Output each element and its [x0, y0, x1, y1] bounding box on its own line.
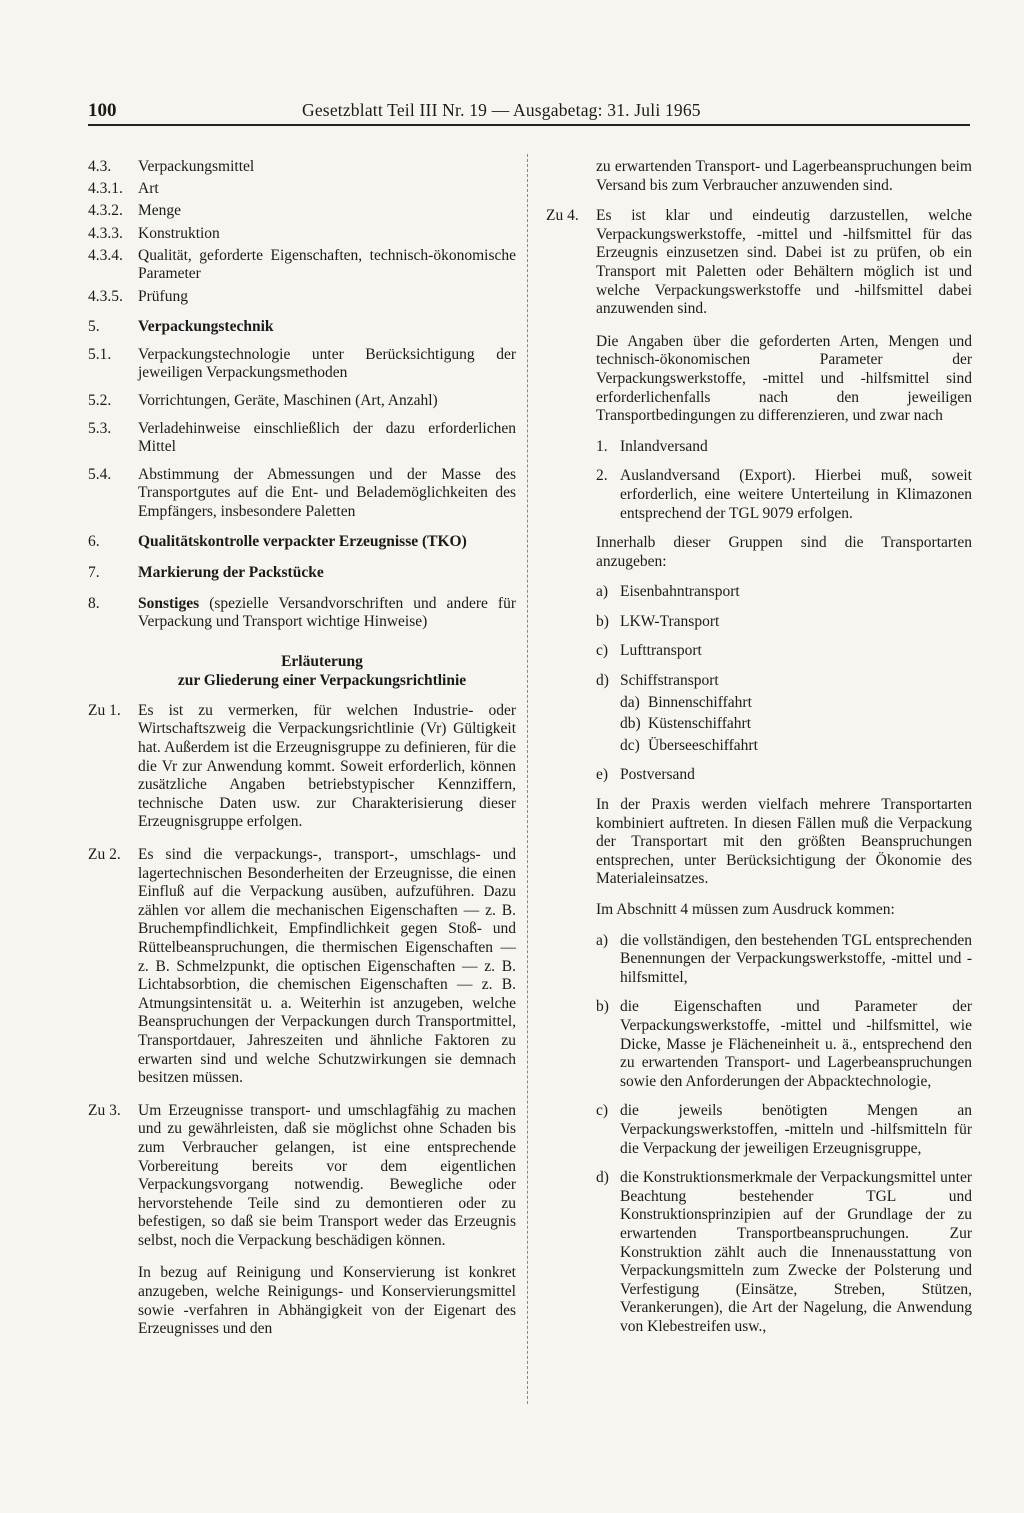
item-number: 4.3.4. [88, 246, 123, 264]
schiff-label: da) [620, 693, 640, 711]
zu-text: Es ist klar und eindeutig darzustellen, welche Verpackungswerkstoffe, -mittel und -hilfsmittel für das Erzeugnis einzusetzen sind. Dabei ist zu prüfen, ob ein Transport mit Paletten oder Behältern möglich ist und welche Verpackungswerkstoffe und -hilfsmittel dabei anzuwenden sind. [596, 207, 972, 318]
list-item [88, 247, 516, 284]
list-item [88, 346, 516, 383]
list-item [88, 288, 516, 307]
right-column [546, 158, 972, 1347]
item-number: 4.3.5. [88, 287, 123, 305]
transport-item [596, 613, 972, 632]
abschnitt-label: c) [596, 1102, 609, 1120]
transport-text: Postversand [620, 766, 695, 784]
schiff-item [620, 694, 972, 713]
item-number: 6. [88, 533, 100, 551]
item-number: 5. [88, 318, 100, 336]
schiff-label: db) [620, 715, 641, 733]
item-number: 7. [88, 564, 100, 582]
zu-label: Zu 1. [88, 701, 121, 719]
list-item [88, 420, 516, 457]
list-item [88, 564, 516, 583]
item-number: 5.2. [88, 391, 112, 409]
item-number: 4.3. [88, 158, 112, 175]
transport-label: b) [596, 612, 609, 630]
item-text: Prüfung [138, 287, 188, 305]
item-rest-text: (spezielle Versandvorschriften und andere für Verpackung und Transport wichtige Hinweise) [138, 594, 516, 631]
abschnitt-item [596, 932, 972, 988]
item-text: Abstimmung der Abmessungen und der Masse des Transportgutes auf die Ent- und Belademöglichkeiten des Empfängers, insbesondere Paletten [138, 465, 516, 520]
zu-text: Um Erzeugnisse transport- und umschlagfähig zu machen und zu gewährleisten, daß sie möglichst ohne Schaden bis zum Verbraucher gelangen, ist eine entsprechende Vorbereitung bereits vor dem eigentlichen Verpackungsvorgang notwendig. Bewegliche oder hervorstehende Teile sind zu demontieren oder zu befestigen, so daß sie beim Transport weder das Erzeugnis selbst, noch die Verpackung beschädigen können. [138, 1101, 516, 1249]
item-number: 5.3. [88, 419, 112, 437]
column-divider [527, 154, 529, 1404]
transport-text: LKW-Transport [620, 612, 720, 630]
abschnitt-item [596, 998, 972, 1091]
list-item [88, 595, 516, 632]
transport-item [596, 642, 972, 661]
abschnitt-paragraph: Im Abschnitt 4 müssen zum Ausdruck kommen: [596, 901, 895, 918]
header-title: Gesetzblatt Teil III Nr. 19 — Ausgabetag: 31. Juli 1965 [302, 100, 701, 120]
zu-label: Zu 4. [546, 207, 579, 225]
transport-text: Eisenbahntransport [620, 583, 740, 601]
gruppen-paragraph: Innerhalb dieser Gruppen sind die Transportarten anzugeben: [596, 534, 972, 570]
zu-label: Zu 2. [88, 846, 121, 863]
item-number: 5.1. [88, 345, 112, 363]
list-item [88, 202, 516, 221]
transport-text: Schiffstransport [620, 672, 719, 690]
item-number: 8. [88, 594, 100, 612]
abschnitt-text: die vollständigen, den bestehenden TGL entsprechenden Benennungen der Verpackungswerkstoffe, -mittel und -hilfsmittel, [620, 931, 972, 986]
item-text: Vorrichtungen, Geräte, Maschinen (Art, Anzahl) [138, 391, 438, 409]
transport-item [596, 766, 972, 785]
list-item [88, 318, 516, 337]
item-text: Verladehinweise einschließlich der dazu erforderlichen Mittel [138, 419, 516, 456]
list-item [88, 180, 516, 199]
versand-label: 2. [596, 467, 608, 485]
item-text: Menge [138, 202, 182, 220]
list-item [88, 392, 516, 411]
item-text: Konstruktion [138, 224, 220, 242]
item-text: Art [138, 180, 159, 198]
transport-label: a) [596, 583, 609, 601]
section-title-line-1: Erläuterung [281, 652, 363, 670]
item-text: Verpackungstechnologie unter Berücksichtigung der jeweiligen Verpackungsmethoden [138, 345, 516, 382]
schiff-item [620, 737, 972, 756]
page-number: 100 [88, 100, 117, 121]
abschnitt-text: die jeweils benötigten Mengen an Verpackungswerkstoffen, -mitteln und -hilfsmitteln für die Verpackung der jeweiligen Erzeugnisgruppe, [620, 1102, 972, 1157]
continuation-paragraph: zu erwartenden Transport- und Lagerbeanspruchungen beim Versand bis zum Verbraucher anzuwenden sind. [596, 158, 972, 194]
transport-label: d) [596, 672, 609, 690]
item-text [138, 595, 516, 632]
transport-label: c) [596, 642, 609, 660]
zu3-paragraph-2: In bezug auf Reinigung und Konservierung ist konkret anzugeben, welche Reinigungs- und Konservierungsmittel sowie -verfahren in Abhängigkeit von der Eigenart des Erzeugnisses und den [138, 1264, 516, 1338]
versand-label: 1. [596, 437, 608, 455]
transport-item [596, 583, 972, 602]
zu-paragraph [546, 207, 972, 319]
item-number: 4.3.3. [88, 224, 123, 242]
item-text: Verpackungstechnik [138, 318, 274, 336]
versand-item [596, 438, 972, 457]
item-number: 4.3.1. [88, 180, 123, 198]
item-bold-text: Sonstiges [138, 594, 200, 612]
transport-item [596, 672, 972, 691]
versand-text: Auslandversand (Export). Hierbei muß, soweit erforderlich, eine weitere Unterteilung in Klimazonen entsprechend der TGL 9079 erfolgen. [620, 467, 972, 522]
item-number: 4.3.2. [88, 202, 123, 220]
zu-text: Es sind die verpackungs-, transport-, umschlags- und lagertechnischen Besonderheiten der Erzeugnisse, die einen Einfluß auf die Verpackung ausüben, aufzuführen. Dazu zählen vor allem die mechanischen Eigenschaften — z. B. Bruchempfindlichkeit, Empfindlichkeit gegen Stoß- und Rüttelbeanspruchungen, die thermischen Eigenschaften — z. B. Schmelzpunkt, die optischen Eigenschaften — z. B. Lichtabsorbtion, die chemischen Eigenschaften — z. B. Atmungsintensität u. a. Weiterhin ist anzugeben, welche Beanspruchungen der Verpackungen durch Transportmittel, Transportdauer, Jahreszeiten und ähnliche Faktoren zu erwarten sind und welche Schutzwirkungen sie demnach besitzen müssen. [138, 846, 516, 1087]
zu-paragraph [88, 702, 516, 832]
versand-item [596, 467, 972, 523]
abschnitt-item [596, 1169, 972, 1336]
schiff-text: Küstenschiffahrt [648, 715, 752, 733]
abschnitt-label: a) [596, 931, 609, 949]
versand-text: Inlandversand [620, 437, 708, 455]
schiff-label: dc) [620, 736, 640, 754]
item-text: Verpackungsmittel [138, 158, 255, 175]
praxis-paragraph: In der Praxis werden vielfach mehrere Transportarten kombiniert auftreten. In diesen Fällen muß die Verpackung der Transportart mit den größten Beanspruchungen entsprechen, unter Berücksichtigung der Ökonomie des Materialeinsatzes. [596, 796, 972, 888]
section-title-line-2: zur Gliederung einer Verpackungsrichtlinie [177, 671, 467, 689]
page-header [88, 96, 970, 126]
abschnitt-text: die Konstruktionsmerkmale der Verpackungsmittel unter Beachtung bestehender TGL und Konstruktionsprinzipien auf der Grundlage der zu erwartenden Transportbeanspruchungen. Zur Konstruktion zählt auch die Innenausstattung von Verpackungsmitteln zum Zwecke der Polsterung und Verfestigung (Einsätze, Streben, Stützen, Verankerungen), die Art der Nagelung, die Anwendung von Klebestreifen usw., [620, 1169, 972, 1335]
left-column [88, 158, 516, 1351]
schiff-item [620, 715, 972, 734]
list-item [88, 158, 516, 177]
item-text: Qualitätskontrolle verpackter Erzeugnisse (TKO) [138, 533, 467, 551]
abschnitt-label: b) [596, 998, 609, 1016]
list-item [88, 225, 516, 244]
item-number: 5.4. [88, 465, 112, 483]
abschnitt-text: die Eigenschaften und Parameter der Verpackungswerkstoffe, -mittel und -hilfsmittel, wie Dicke, Masse je Flächeneinheit u. ä., entsprechend den zu erwartenden Transport- und Lagerbeanspruchungen sowie den Anforderungen der Abpacktechnologie, [620, 998, 972, 1090]
list-item [88, 533, 516, 552]
transport-text: Lufttransport [620, 642, 702, 660]
list-item [88, 466, 516, 522]
item-text: Markierung der Packstücke [138, 564, 324, 582]
zu-label: Zu 3. [88, 1101, 121, 1119]
abschnitt-item [596, 1102, 972, 1158]
transport-label: e) [596, 766, 609, 784]
zu-paragraph [88, 846, 516, 1088]
angaben-paragraph: Die Angaben über die geforderten Arten, Mengen und technisch-ökonomischen Parameter der Verpackungswerkstoffe, -mittel und -hilfsmittel sind erforderlichenfalls nach den jeweiligen Transportbedingungen zu differenzieren, und zwar nach [596, 332, 972, 425]
section-title [128, 652, 516, 690]
schiff-text: Überseeschiffahrt [648, 736, 758, 754]
schiff-text: Binnenschiffahrt [648, 693, 752, 711]
abschnitt-label: d) [596, 1169, 609, 1187]
zu-paragraph [88, 1102, 516, 1251]
item-text: Qualität, geforderte Eigenschaften, technisch-ökonomische Parameter [138, 246, 516, 283]
zu-text: Es ist zu vermerken, für welchen Industrie- oder Wirtschaftszweig die Verpackungsrichtlinie (Vr) Gültigkeit hat. Außerdem ist die Erzeugnisgruppe zu definieren, für die die Vr zur Anwendung kommt. Soweit erforderlich, können zusätzliche Angaben betriebstypischer Kennziffern, technische Daten usw. zur Charakterisierung dieser Erzeugnisgruppe erfolgen. [138, 701, 516, 831]
